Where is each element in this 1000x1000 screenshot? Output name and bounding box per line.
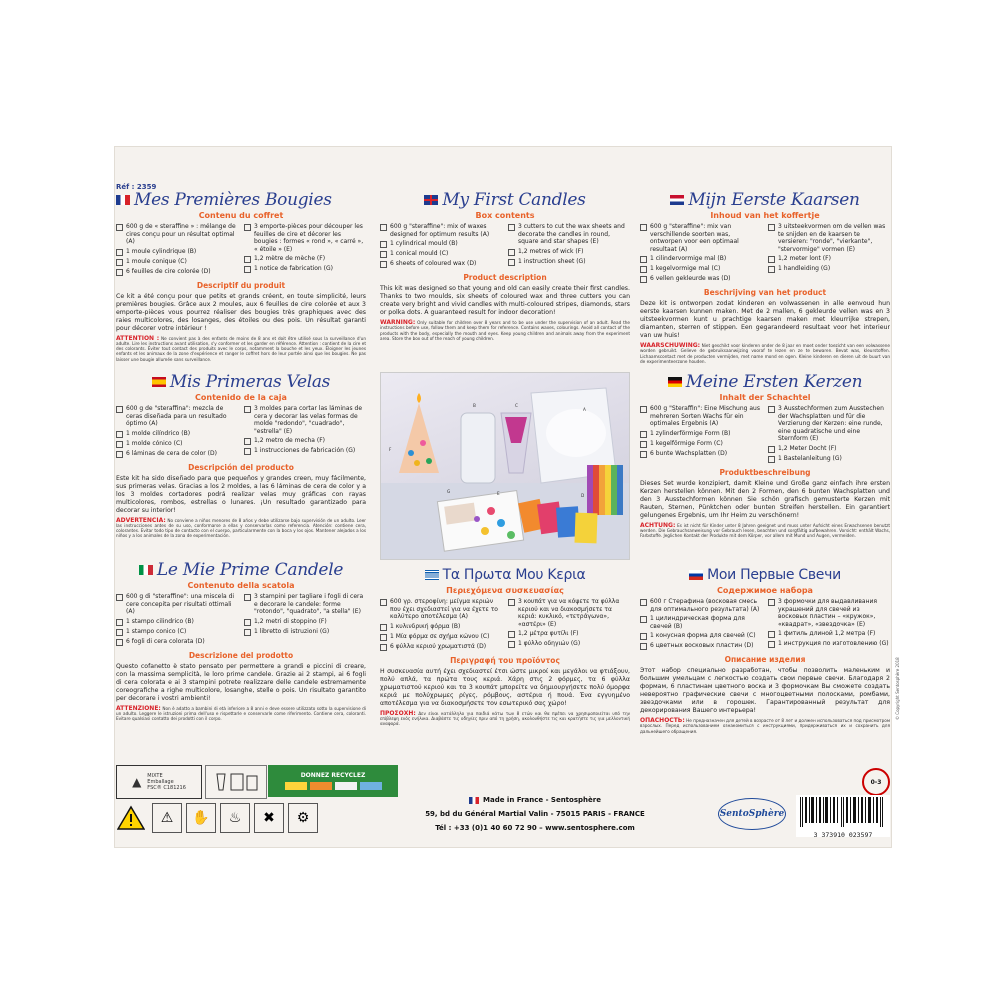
checkbox-icon <box>244 266 251 273</box>
desc-title-it: Descrizione del prodotto <box>188 650 294 660</box>
flag-es-icon <box>152 377 166 387</box>
checkbox-icon <box>116 224 123 231</box>
list-item: 1 instruction sheet (G) <box>518 257 586 265</box>
checkbox-icon <box>244 594 251 601</box>
desc-title-fr: Descriptif du produit <box>196 280 286 290</box>
checkbox-icon <box>244 406 251 413</box>
items-nl <box>640 223 890 283</box>
subtitle-ru: Содержимое набора <box>717 586 813 595</box>
list-item: 1 instrucciones de fabricación (G) <box>254 447 356 454</box>
checkbox-icon <box>380 261 387 268</box>
title-fr: Mes Premières Bougies <box>134 190 332 210</box>
list-item: 600 g de « steraffine » : mélange de cires conçu pour un résultat optimal (A) <box>126 223 236 245</box>
checkbox-icon <box>116 259 123 266</box>
list-item: 1 notice de fabrication (G) <box>254 265 333 272</box>
list-item: 1 Μία φόρμα σε σχήμα κώνου (C) <box>390 632 490 640</box>
list-item: 600 g de "steraffina": mezcla de ceras diseñada para un resultado óptimo (A) <box>126 405 227 427</box>
title-es: Mis Primeras Velas <box>169 372 331 392</box>
checkbox-icon <box>640 643 647 650</box>
list-item: 1 moule conique (C) <box>126 257 187 265</box>
safety-icon-1: ⚠ <box>152 803 182 833</box>
fsc-code: FSC® C181216 <box>147 785 186 791</box>
checkbox-icon <box>380 224 387 231</box>
list-item: 1 moule cylindrique (B) <box>126 247 197 255</box>
fsc-tree-icon: ▲ <box>132 775 142 789</box>
list-item: 6 цветных восковых пластин (D) <box>650 642 754 649</box>
checkbox-icon <box>508 641 515 648</box>
items-en <box>380 223 630 268</box>
list-item: 1 molde cilíndrico (B) <box>126 429 191 437</box>
checkbox-icon <box>640 266 647 273</box>
desc-title-ru: Описание изделия <box>724 655 806 664</box>
copyright: © Copyright Sentosphère 2018 <box>895 657 900 720</box>
checkbox-icon <box>640 224 647 231</box>
list-item: 1 cilindervormige mal (B) <box>650 255 727 262</box>
contact: Tél : +33 (0)1 40 60 72 90 – www.sentosphere.com <box>435 824 635 832</box>
flag-fr-icon <box>116 195 130 205</box>
checkbox-icon <box>508 599 515 606</box>
photo-label-f: F <box>389 447 392 452</box>
checkbox-icon <box>640 441 647 448</box>
list-item: 1 cylindrical mould (B) <box>390 240 458 247</box>
items-ru <box>640 598 890 650</box>
checkbox-icon <box>768 266 775 273</box>
checkbox-icon <box>116 451 123 458</box>
checkbox-icon <box>640 633 647 640</box>
photo-label-a: A <box>583 407 586 412</box>
list-item: 6 feuilles de cire colorée (D) <box>126 267 211 275</box>
flag-nl-icon <box>670 195 684 205</box>
list-item: 6 sheets of coloured wax (D) <box>390 260 477 267</box>
desc-title-gr: Περιγραφή του προϊόντος <box>450 655 560 665</box>
safety-icon-4: ✖ <box>254 803 284 833</box>
safety-icon-5: ⚙ <box>288 803 318 833</box>
list-item: 1,2 Meter Docht (F) <box>778 444 837 452</box>
warning-triangle-icon <box>116 803 146 833</box>
list-item: 1 инструкция по изготовлению (G) <box>778 640 889 647</box>
recycle-category-icon <box>285 782 307 790</box>
list-item: 1 stampo cilindrico (B) <box>126 617 194 625</box>
photo-label-g: G <box>447 489 451 494</box>
checkbox-icon <box>380 644 387 651</box>
section-fr <box>116 190 366 370</box>
warning-fr: ATTENTION : Ne convient pas à des enfants de moins de 8 ans et doit être utilisé sous la surveillance d'un adulte. Lire les instructions avant utilisation, s'y conformer et les garder en référence. Attention : contient de la cire et des colorants. Éviter tout contact des produits avec le corps, notamment la bouche et les yeux. Éloigner les jeunes enfants et les animaux de la zone d'expérience et ranger le coffret hors de leur portée ainsi que les bougies. Ne pas laisser une bougie allumée sans surveillance. <box>116 334 366 362</box>
section-ru <box>640 565 890 760</box>
list-item: 600 g "steraffine": mix of waxes designed for optimum results (A) <box>390 223 490 238</box>
checkbox-icon <box>244 619 251 626</box>
checkbox-icon <box>508 249 515 256</box>
list-item: 6 bunte Wachsplatten (D) <box>650 449 728 457</box>
list-item: 1,2 metro de mecha (F) <box>254 437 326 444</box>
title-de: Meine Ersten Kerzen <box>685 372 863 392</box>
checkbox-icon <box>640 451 647 458</box>
title-ru: Мои Первые Свечи <box>707 567 841 583</box>
recycle-title: DONNEZ RECYCLEZ <box>300 772 366 779</box>
list-item: 1 kegelförmige Form (C) <box>650 439 723 447</box>
list-item: 600 γρ. στεροφίνη: μείγμα κεριών που έχει σχεδιαστεί για να έχετε το καλύτερο αποτέλεσμα (A) <box>390 598 498 620</box>
list-item: 3 moldes para cortar las láminas de cera y decorar las velas formas de molde "redondo", "cuadrado", "estrella" (E) <box>254 405 363 435</box>
list-item: 3 κουπάτ για να κόψετε τα φύλλα κεριού και να διακοσμήσετε τα κεριά: κυκλικό, «τετράγωνα», «αστέρι» (E) <box>518 598 620 628</box>
checkbox-icon <box>640 431 647 438</box>
checkbox-icon <box>768 406 775 413</box>
checkbox-icon <box>380 599 387 606</box>
list-item: 1 κυλινδρική φόρμα (B) <box>390 622 461 630</box>
list-item: 600 g di "steraffine": una miscela di cere concepita per risultati ottimali (A) <box>126 593 235 615</box>
list-item: 6 fogli di cera colorata (D) <box>126 637 205 645</box>
section-en <box>380 190 630 370</box>
checkbox-icon <box>640 276 647 283</box>
checkbox-icon <box>768 631 775 638</box>
photo-label-d: D <box>581 493 585 498</box>
title-nl: Mijn Eerste Kaarsen <box>688 190 860 210</box>
items-it <box>116 593 366 646</box>
barcode-bars-icon <box>796 795 890 827</box>
desc-es: Este kit ha sido diseñado para que pequeños y grandes creen, muy fácilmente, sus primeras velas. Gracias a los 2 moldes, a las 6 láminas de cera de color y a los 3 moldes cortadores podrá realizar velas muy gráficas con rayas multicolores, rombos, estrellas o lunares. ¡Un resultado garantizado para decorar su interior! <box>116 474 366 514</box>
fsc-mix: MIXTE <box>147 773 163 779</box>
list-item: 6 φύλλα κεριού χρωματιστά (D) <box>390 642 487 650</box>
checkbox-icon <box>380 251 387 258</box>
photo-label-b: B <box>473 403 476 408</box>
checkbox-icon <box>116 269 123 276</box>
list-item: 1 libretto di istruzioni (G) <box>254 627 330 635</box>
list-item: 600 g "Steraffin": Eine Mischung aus mehreren Sorten Wachs für ein optimales Ergebnis (A) <box>650 405 760 427</box>
subtitle-fr: Contenu du coffret <box>198 211 284 220</box>
list-item: 6 láminas de cera de color (D) <box>126 449 217 457</box>
list-item: 1,2 meter lont (F) <box>778 255 831 262</box>
checkbox-icon <box>768 224 775 231</box>
recycling-pictogram <box>205 765 267 799</box>
checkbox-icon <box>768 599 775 606</box>
checkbox-icon <box>640 599 647 606</box>
list-item: 3 cutters to cut the wax sheets and decorate the candles in round, square and star shapes (E) <box>518 223 625 245</box>
desc-nl: Deze kit is ontworpen zodat kinderen en volwassenen in alle eenvoud hun eerste kaarsen kunnen maken. Met de 2 mallen, 6 gekleurde vellen was en 3 uitsteekvormen kunt u prachtige kaarsen maken met kleurrijke strepen, diamanten, sterren of stippen. Een gegarandeerd resultaat voor het interieur van uw huis! <box>640 300 890 339</box>
list-item: 1 Bastelanleitung (G) <box>778 454 842 462</box>
checkbox-icon <box>768 256 775 263</box>
list-item: 3 uitsteekvormen om de vellen was te snijden en de kaarsen te versieren: "ronde", "vierkante", "stervormige" vormen (E) <box>778 223 886 253</box>
list-item: 1 conical mould (C) <box>390 250 449 257</box>
recycle-category-icon <box>335 782 357 790</box>
subtitle-gr: Περιεχόμενα συσκευασίας <box>446 586 564 595</box>
checkbox-icon <box>116 431 123 438</box>
checkbox-icon <box>508 631 515 638</box>
desc-gr: Η συσκευασία αυτή έχει σχεδιαστεί έτσι ώστε μικροί και μεγάλοι να φτιάξουν, πολύ απλά, τα πρώτα τους κεριά. Χάρη στις 2 φόρμες, τα 6 φύλλα χρωματιστού κεριού και τα 3 κουπάτ μπορείτε να δημιουργήσετε πολύ όμορφα κεριά με πολύχρωμες ρίγες, ρόμβους, αστέρια ή πουά. Ένα εγγυημένο αποτέλεσμα για να διακοσμήσετε τον εσωτερικό σας χώρο! <box>380 667 630 707</box>
section-es <box>116 372 366 557</box>
checkbox-icon <box>116 249 123 256</box>
list-item: 3 emporte-pièces pour découper les feuilles de cire et décorer les bougies : formes « rond », « carré », « étoile » (E) <box>254 223 364 253</box>
checkbox-icon <box>380 634 387 641</box>
list-item: 600 г Стерафина (восковая смесь для оптимального результата) (A) <box>650 598 760 613</box>
desc-en: This kit was designed so that young and old can easily create their first candles. Thanks to two moulds, six sheets of coloured wax and three cutters you can create very bright and vivid candles with multi-coloured stripes, diamonds, stars or polka dots. A guaranteed result for indoor decoration! <box>380 285 630 316</box>
checkbox-icon <box>640 616 647 623</box>
desc-de: Dieses Set wurde konzipiert, damit Kleine und Große ganz einfach ihre ersten Kerzen herstellen können. Mit den 2 Formen, den 6 bunten Wachsplatten und den 3 Ausstechformen können Sie schön grafisch gemusterte Kerzen mit Rauten, Sternen, Pünktchen oder bunten Streifen herstellen. Ein garantiert gelungenes Ergebnis, um Ihr Heim zu verschönern! <box>640 479 890 519</box>
list-item: 1 фитиль длиной 1,2 метра (F) <box>778 630 876 637</box>
list-item: 1 zylinderförmige Form (B) <box>650 429 731 437</box>
checkbox-icon <box>768 446 775 453</box>
list-item: 6 vellen gekleurde was (D) <box>650 275 731 282</box>
checkbox-icon <box>508 259 515 266</box>
subtitle-en: Box contents <box>475 211 535 220</box>
list-item: 1 stampo conico (C) <box>126 627 187 635</box>
photo-label-c: C <box>515 403 518 408</box>
donnez-recyclez-logo <box>268 765 398 797</box>
desc-title-de: Produktbeschreibung <box>719 467 811 477</box>
address-block <box>410 796 660 832</box>
flag-it-icon <box>139 565 153 575</box>
warning-gr: ΠΡΟΣΟΧΗ: Δεν είναι κατάλληλο για παιδιά κάτω των 8 ετών και θα πρέπει να χρησιμοποιείται υπό την επίβλεψη ενός ενήλικα. Διαβάστε τις οδηγίες πριν από τη χρήση, ακολουθήστε τις και κρατήστε τις για μελλοντική αναφορά. <box>380 709 630 727</box>
sentosphere-logo: SentoSphère <box>718 798 786 830</box>
flag-fr-icon <box>469 797 479 804</box>
warning-de: ACHTUNG: Es ist nicht für Kinder unter 8 Jahren geeignet und muss unter Aufsicht eines Erwachsenen benutzt werden. Die Gebrauchsanweisung vor Gebrauch lesen, beachten und sorgfältig aufbewahren. Vorsicht: enthält Wachs, Farbstoffe. Jeglichen Kontakt der Produkte mit dem Körper, vor allem mit Mund und Augen, vermeiden. <box>640 521 890 539</box>
section-it <box>116 560 366 760</box>
safety-icon-3: ♨ <box>220 803 250 833</box>
items-de <box>640 405 890 463</box>
checkbox-icon <box>116 629 123 636</box>
list-item: 1 molde cónico (C) <box>126 439 183 447</box>
subtitle-es: Contenido de la caja <box>195 393 287 402</box>
checkbox-icon <box>116 406 123 413</box>
list-item: 1 kegelvormige mal (C) <box>650 265 721 272</box>
warning-nl: WAARSCHUWING: Niet geschikt voor kinderen onder de 8 jaar en moet onder toezicht van een volwassene worden gebruikt. Gelieve de gebruiksaanwijzing vooraf te lezen en ze te bewaren. Bevat was, kleurstoffen. Lichaamscontact met de producten vermijden, met name mond en ogen. Kleine kinderen en dieren uit de buurt van de experimenteerzone houden. <box>640 342 890 364</box>
checkbox-icon <box>116 619 123 626</box>
desc-fr: Ce kit a été conçu pour que petits et grands créent, en toute simplicité, leurs premières bougies. Grâce aux 2 moules, aux 6 feuilles de cire colorée et aux 3 emporte-pièces vous pourrez réaliser des bougies très graphiques avec des raies multicolores, des losanges, des étoiles ou des pois. Un résultat garanti pour décorer votre intérieur ! <box>116 292 366 332</box>
fsc-logo <box>116 765 202 799</box>
checkbox-icon <box>380 624 387 631</box>
desc-title-es: Descripción del producto <box>188 462 294 472</box>
list-item: 1,2 mètre de mèche (F) <box>254 255 326 262</box>
recycle-category-icon <box>360 782 382 790</box>
flag-de-icon <box>668 377 682 387</box>
barcode-number: 3 373910 023597 <box>813 831 873 839</box>
title-en: My First Candles <box>442 190 586 210</box>
checkbox-icon <box>116 441 123 448</box>
desc-title-nl: Beschrijving van het product <box>703 288 827 297</box>
list-item: 1 handleiding (G) <box>778 265 831 272</box>
flag-gr-icon <box>425 570 439 580</box>
flag-ru-icon <box>689 570 703 580</box>
age-warning-icon: 0-3 <box>862 768 890 796</box>
list-item: 1 цилиндрическая форма для свечей (B) <box>650 615 745 630</box>
warning-es: ADVERTENCIA: No conviene a niños menores de 8 años y debe utilizarse bajo supervisión de un adulto. Leer las instrucciones antes de su uso, conformarse a ellas y conservarlas como referencia. Atención: contiene cera, colorantes. Evitar todo tipo de contacto con el cuerpo, particularmente con la boca y los ojos. Mantener alejados a los niños y a los animales de la zona de experimentación. <box>116 516 366 539</box>
list-item: 1,2 μέτρα φυτίλι (F) <box>518 630 579 637</box>
warning-en: WARNING: Only suitable for children over 8 years and to be use under the supervision of an adult. Read the instructions before use, follow them and keep them for reference. Contains waxes, colourings. Avoid all contact of the products with the body, especially the mouth and eyes. Keep young children and animals away from the experiment area. Store the box out of the reach of young children. <box>380 319 630 341</box>
sorting-icon <box>211 770 261 794</box>
product-photo <box>380 372 630 560</box>
title-gr: Τα Πρωτα Μου Κερια <box>442 567 586 583</box>
made-in-france: Made in France - Sentosphère <box>483 796 601 804</box>
checkbox-icon <box>244 224 251 231</box>
address: 59, bd du Général Martial Valin - 75015 PARIS - FRANCE <box>425 810 645 818</box>
reference-number: Réf : 2359 <box>116 183 157 191</box>
list-item: 1 φύλλο οδηγιών (G) <box>518 640 581 647</box>
items-gr <box>380 598 630 651</box>
section-nl <box>640 190 890 370</box>
fsc-label: Emballage <box>147 779 174 785</box>
section-gr <box>380 565 630 760</box>
list-item: 600 g "steraffine": mix van verschillende soorten was, ontworpen voor een optimaal resultaat (A) <box>650 223 739 253</box>
checkbox-icon <box>768 641 775 648</box>
items-es <box>116 405 366 458</box>
checkbox-icon <box>244 448 251 455</box>
list-item: 1,2 metri di stoppino (F) <box>254 617 327 625</box>
subtitle-it: Contenuto della scatola <box>187 581 295 590</box>
desc-title-en: Product description <box>463 273 547 282</box>
list-item: 3 Ausstechformen zum Ausstechen der Wachsplatten und für die Verzierung der Kerzen: eine runde, eine quadratische und eine Sternform (E) <box>778 405 884 442</box>
warning-it: ATTENZIONE: Non è adatto a bambini di età inferiore a 8 anni e deve essere utilizzato sotto la supervisione di un adulto. Leggere le istruzioni prima dell'uso e rispettarle e conservarle come riferimento. Contiene cera, coloranti. Evitare qualsiasi contatto dei prodotti con il corpo. <box>116 704 366 722</box>
checkbox-icon <box>508 224 515 231</box>
checkbox-icon <box>380 241 387 248</box>
checkbox-icon <box>244 629 251 636</box>
kit-illustration <box>381 373 629 559</box>
checkbox-icon <box>116 639 123 646</box>
list-item: 1 конусная форма для свечей (C) <box>650 632 756 639</box>
list-item: 3 формочки для выдавливания украшений для свечей из восковых пластин – «кружок», «квадрат», «звездочка» (E) <box>778 598 878 628</box>
recycle-category-icon <box>310 782 332 790</box>
subtitle-nl: Inhoud van het koffertje <box>710 211 820 220</box>
photo-label-e: E <box>497 491 500 496</box>
subtitle-de: Inhalt der Schachtel <box>719 393 811 402</box>
desc-ru: Этот набор специально разработан, чтобы позволить маленьким и большим умельцам с легкостью создать свои первые свечи. Благодаря 2 формам, 6 пластинам цветного воска и 3 формочкам Вы сможете создать невероятно графические свечи с многоцветными полосками, ромбами, звездочками или в горошек. Гарантированный результат для декорирования Вашего интерьера! <box>640 667 890 714</box>
items-fr <box>116 223 366 276</box>
safety-icon-2: ✋ <box>186 803 216 833</box>
barcode <box>796 795 890 837</box>
flag-gb-icon <box>424 195 438 205</box>
list-item: 1,2 metres of wick (F) <box>518 247 584 255</box>
checkbox-icon <box>116 594 123 601</box>
checkbox-icon <box>244 256 251 263</box>
title-it: Le Mie Prime Candele <box>156 560 344 580</box>
section-de <box>640 372 890 557</box>
warning-ru: ОПАСНОСТЬ: Не предназначен для детей в возрасте от 8 лет и должен использоваться под присмотром взрослых. Перед использованием ознакомиться с инструкциями, придерживаться их и сохранить для дальнейшего обращения. <box>640 717 890 734</box>
checkbox-icon <box>640 256 647 263</box>
checkbox-icon <box>244 438 251 445</box>
checkbox-icon <box>640 406 647 413</box>
list-item: 3 stampini per tagliare i fogli di cera e decorare le candele: forme "rotondo", "quadrato", "a stella" (E) <box>254 593 364 615</box>
desc-it: Questo cofanetto è stato pensato per permettere a grandi e piccini di creare, con la massima semplicità, le loro prime candele. Grazie ai 2 stampi, ai 6 fogli di cera colorata e ai 3 stampini potrete realizzare delle candele estremamente coreografiche a righe multicolore, losanghe, stelle o pois. Un risultato garantito per decorare i vostri ambienti! <box>116 662 366 702</box>
checkbox-icon <box>768 456 775 463</box>
